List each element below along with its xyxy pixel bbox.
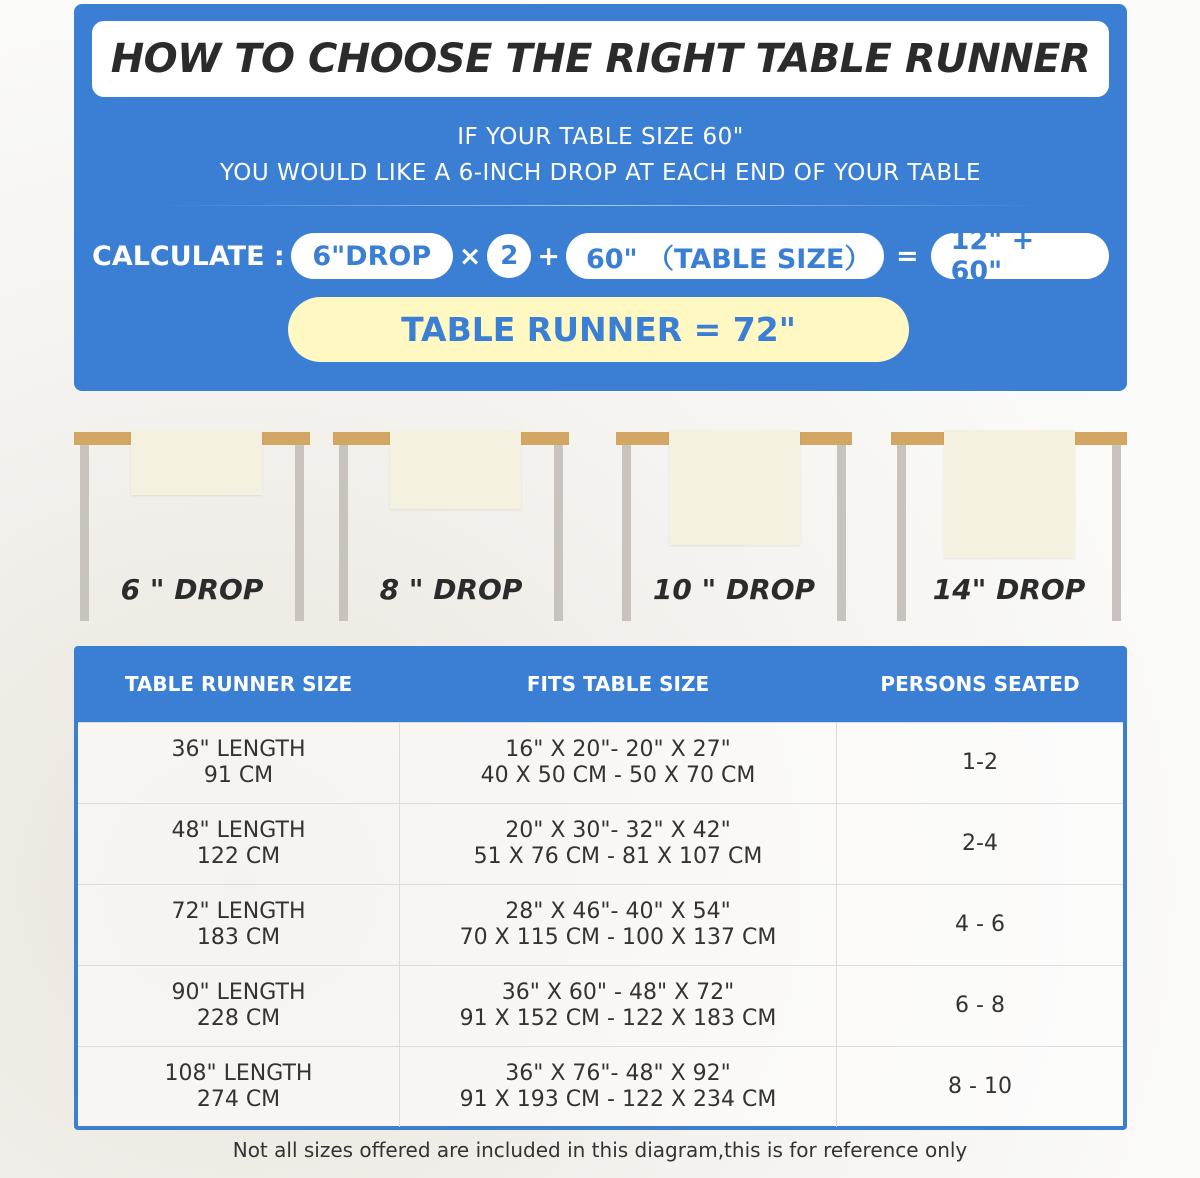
fits-inches: 20" X 30"- 32" X 42" xyxy=(505,818,731,843)
multiplier-circle: 2 xyxy=(487,234,531,278)
length-cm: 228 CM xyxy=(196,1006,281,1031)
drop-illustration-10 xyxy=(616,430,852,620)
header-runner-size: TABLE RUNNER SIZE xyxy=(124,672,353,696)
fits-inches: 36" X 60" - 48" X 72" xyxy=(501,980,735,1005)
drop-illustration-14 xyxy=(891,430,1127,620)
size-table xyxy=(74,646,1127,1130)
length-cm: 122 CM xyxy=(196,844,281,869)
length-in: 108" LENGTH xyxy=(164,1061,313,1086)
table-row xyxy=(78,965,1123,1046)
header-fits-table: FITS TABLE SIZE xyxy=(526,672,710,696)
runner-size-cell xyxy=(78,1047,399,1127)
calc-label: CALCULATE : xyxy=(92,240,285,272)
fits-cm: 40 X 50 CM - 50 X 70 CM xyxy=(480,763,756,788)
length-cm: 183 CM xyxy=(196,925,281,950)
drop-label: 6 " DROP xyxy=(120,573,264,606)
length-in: 48" LENGTH xyxy=(171,818,306,843)
intro-line-2: YOU WOULD LIKE A 6-INCH DROP AT EACH END OF YOUR TABLE xyxy=(219,160,982,186)
equals-sign: = xyxy=(895,240,919,272)
page-title: HOW TO CHOOSE THE RIGHT TABLE RUNNER xyxy=(92,21,1109,97)
fits-inches: 16" X 20"- 20" X 27" xyxy=(505,737,731,762)
fits-inches: 36" X 76"- 48" X 92" xyxy=(505,1061,731,1086)
footnote: Not all sizes offered are included in this diagram,this is for reference only xyxy=(232,1138,968,1162)
runner-drop xyxy=(390,430,521,509)
runner-size-cell xyxy=(78,723,399,803)
fits-table-cell xyxy=(399,966,837,1046)
length-in: 72" LENGTH xyxy=(171,899,306,924)
fits-cm: 51 X 76 CM - 81 X 107 CM xyxy=(473,844,763,869)
table-header xyxy=(78,646,1123,722)
table-row xyxy=(78,884,1123,965)
times-sign: × xyxy=(458,240,482,272)
fits-cm: 70 X 115 CM - 100 X 137 CM xyxy=(459,925,777,950)
fits-cm: 91 X 152 CM - 122 X 183 CM xyxy=(459,1006,777,1031)
runner-size-cell xyxy=(78,885,399,965)
table-row xyxy=(78,722,1123,803)
fits-table-cell xyxy=(399,804,837,884)
calculation-row xyxy=(92,225,1109,287)
drop-label: 8 " DROP xyxy=(379,573,523,606)
persons-seated-cell: 8 - 10 xyxy=(948,1074,1012,1099)
runner-drop xyxy=(669,430,800,545)
length-in: 36" LENGTH xyxy=(171,737,306,762)
runner-drop xyxy=(131,430,262,495)
drop-illustration-6 xyxy=(74,430,310,620)
length-cm: 274 CM xyxy=(196,1087,281,1112)
fits-cm: 91 X 193 CM - 122 X 234 CM xyxy=(459,1087,777,1112)
fits-inches: 28" X 46"- 40" X 54" xyxy=(505,899,731,924)
intro-line-1: IF YOUR TABLE SIZE 60" xyxy=(457,124,744,150)
drop-illustration-8 xyxy=(333,430,569,620)
fits-table-cell xyxy=(399,723,837,803)
persons-seated-cell: 6 - 8 xyxy=(955,993,1005,1018)
sum-pill: 12" + 60" xyxy=(931,233,1109,279)
runner-drop xyxy=(944,430,1075,558)
drop-label: 14" DROP xyxy=(932,573,1086,606)
header-persons: PERSONS SEATED xyxy=(880,672,1080,696)
persons-seated-cell: 2-4 xyxy=(962,831,998,856)
persons-seated-cell: 1-2 xyxy=(962,750,998,775)
calculation-panel xyxy=(74,4,1127,391)
fits-table-cell xyxy=(399,885,837,965)
plus-sign: + xyxy=(537,240,560,272)
fits-table-cell xyxy=(399,1047,837,1127)
runner-size-cell xyxy=(78,966,399,1046)
length-cm: 91 CM xyxy=(203,763,274,788)
runner-size-cell xyxy=(78,804,399,884)
divider xyxy=(154,205,1047,206)
drop-pill: 6"DROP xyxy=(291,233,453,279)
table-row xyxy=(78,1046,1123,1127)
result-pill: TABLE RUNNER = 72" xyxy=(288,297,909,362)
table-size-pill: 60" （TABLE SIZE） xyxy=(566,233,884,279)
drop-label: 10 " DROP xyxy=(652,573,816,606)
length-in: 90" LENGTH xyxy=(171,980,306,1005)
table-row xyxy=(78,803,1123,884)
persons-seated-cell: 4 - 6 xyxy=(955,912,1005,937)
